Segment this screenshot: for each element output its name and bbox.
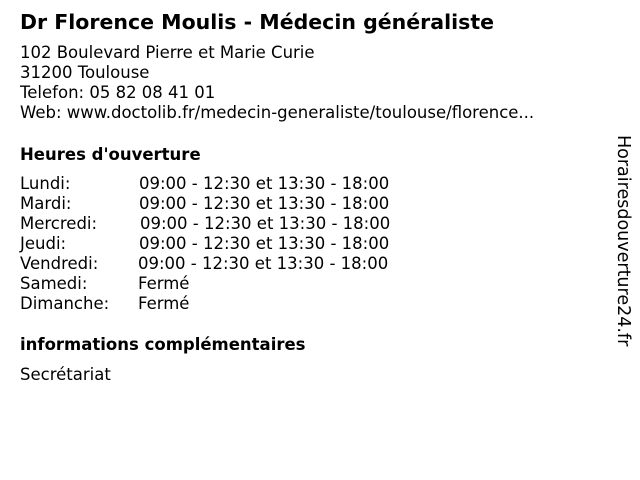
day-label: Dimanche: xyxy=(20,294,110,313)
day-hours: 09:00 - 12:30 et 13:30 - 18:00 xyxy=(139,194,390,213)
address-block xyxy=(20,43,534,123)
day-label: Samedi: xyxy=(20,274,88,293)
opening-hours-heading: Heures d'ouverture xyxy=(20,145,201,164)
website-link[interactable]: Web: www.doctolib.fr/medecin-generaliste/toulouse/florence... xyxy=(20,103,535,122)
day-hours: 09:00 - 12:30 et 13:30 - 18:00 xyxy=(140,214,391,233)
additional-info-heading: informations complémentaires xyxy=(20,335,306,354)
day-hours: 09:00 - 12:30 et 13:30 - 18:00 xyxy=(139,234,390,253)
site-watermark: Horairesdouverture24.fr xyxy=(613,135,633,347)
day-label: Lundi: xyxy=(20,174,71,193)
day-hours: 09:00 - 12:30 et 13:30 - 18:00 xyxy=(139,174,390,193)
day-label: Mercredi: xyxy=(20,214,98,233)
day-label: Mardi: xyxy=(20,194,72,213)
additional-info-text: Secrétariat xyxy=(20,365,111,384)
day-label: Jeudi: xyxy=(20,234,67,253)
day-label: Vendredi: xyxy=(20,254,99,273)
day-hours: Fermé xyxy=(138,274,190,293)
phone-number: Telefon: 05 82 08 41 01 xyxy=(20,83,216,102)
day-hours: 09:00 - 12:30 et 13:30 - 18:00 xyxy=(138,254,389,273)
day-hours: Fermé xyxy=(138,294,190,313)
street-address: 102 Boulevard Pierre et Marie Curie xyxy=(20,43,315,62)
city-address: 31200 Toulouse xyxy=(20,63,150,82)
page-title: Dr Florence Moulis - Médecin généraliste xyxy=(20,10,495,34)
